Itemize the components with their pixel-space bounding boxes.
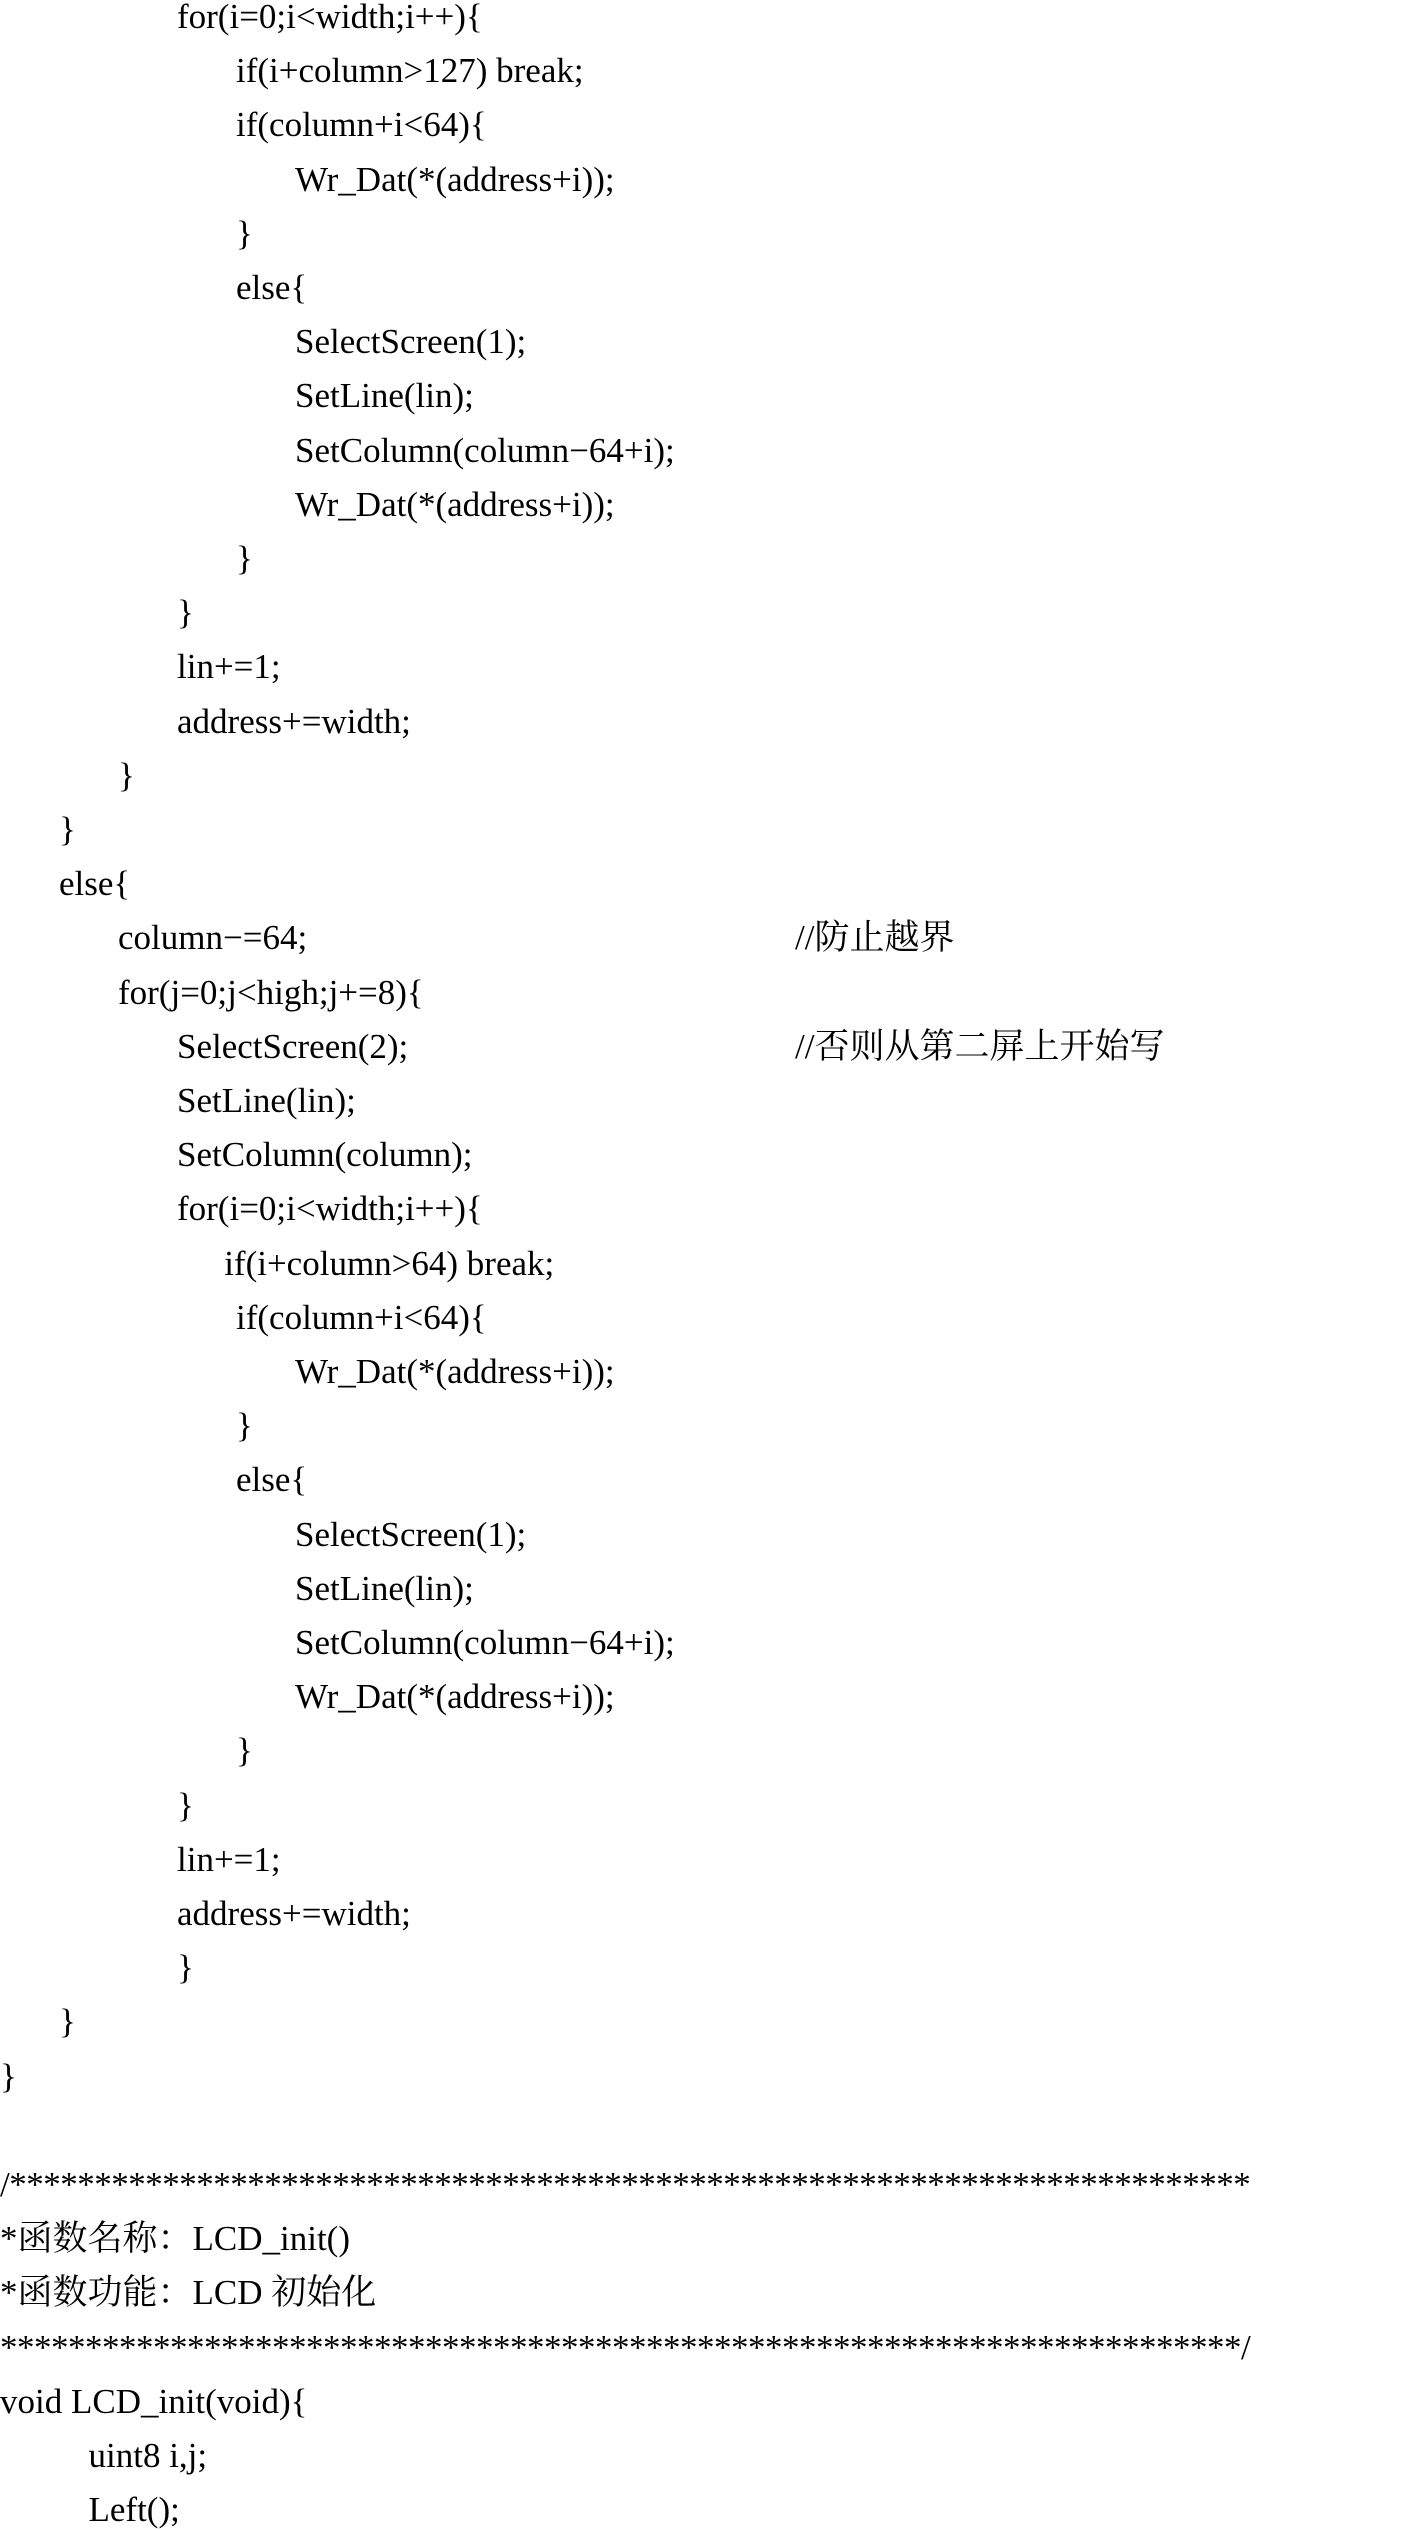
code-comment: //防止越界 <box>795 918 955 958</box>
code-line: *************************************************************************/ <box>0 2327 1251 2367</box>
code-line: } <box>236 1731 253 1771</box>
code-line: for(j=0;j<high;j+=8){ <box>118 972 424 1012</box>
code-line: *函数功能：LCD 初始化 <box>0 2273 377 2313</box>
code-line: *函数名称：LCD_init() <box>0 2219 350 2259</box>
code-line: Wr_Dat(*(address+i)); <box>295 1677 615 1717</box>
code-line: } <box>177 1785 194 1825</box>
code-line: if(column+i<64){ <box>236 1297 487 1337</box>
code-line: else{ <box>59 864 131 904</box>
code-line: column−=64; <box>118 918 308 958</box>
code-line: } <box>177 1948 194 1988</box>
code-line: lin+=1; <box>177 1839 281 1879</box>
code-line: } <box>236 1406 253 1446</box>
code-line: else{ <box>236 1460 308 1500</box>
code-line: Left(); <box>88 2490 180 2530</box>
code-line: Wr_Dat(*(address+i)); <box>295 159 615 199</box>
code-comment: //否则从第二屏上开始写 <box>795 1026 1165 1066</box>
code-line: SetLine(lin); <box>295 376 474 416</box>
code-line: address+=width; <box>177 1894 411 1933</box>
code-line: if(i+column>64) break; <box>224 1243 555 1283</box>
code-line: SetColumn(column); <box>177 1135 473 1175</box>
code-line: uint8 i,j; <box>88 2436 208 2475</box>
code-line: address+=width; <box>177 701 411 741</box>
code-line: for(i=0;i<width;i++){ <box>177 1189 483 1229</box>
code-line: } <box>236 539 253 578</box>
code-line: else{ <box>236 268 308 307</box>
code-line: /************************************************************************* <box>0 2165 1251 2204</box>
code-line: } <box>177 593 194 633</box>
code-line: } <box>0 2056 17 2096</box>
code-line: } <box>59 2002 76 2042</box>
code-line: } <box>118 755 135 795</box>
code-line: Wr_Dat(*(address+i)); <box>295 1352 615 1391</box>
code-line: SelectScreen(2); <box>177 1026 409 1066</box>
code-line: Wr_Dat(*(address+i)); <box>295 484 615 524</box>
code-line: SetLine(lin); <box>177 1081 356 1120</box>
code-line: void LCD_init(void){ <box>0 2381 308 2421</box>
code-line: SelectScreen(1); <box>295 322 527 362</box>
code-line: } <box>59 810 76 849</box>
code-line: SetColumn(column−64+i); <box>295 430 675 470</box>
code-line: if(i+column>127) break; <box>236 51 584 91</box>
code-line: for(i=0;i<width;i++){ <box>177 0 483 36</box>
code-line: SetColumn(column−64+i); <box>295 1623 675 1662</box>
code-line: if(column+i<64){ <box>236 105 487 145</box>
code-line: lin+=1; <box>177 647 281 687</box>
code-line: SelectScreen(1); <box>295 1514 527 1554</box>
code-line: SetLine(lin); <box>295 1568 474 1608</box>
code-line: } <box>236 213 253 253</box>
